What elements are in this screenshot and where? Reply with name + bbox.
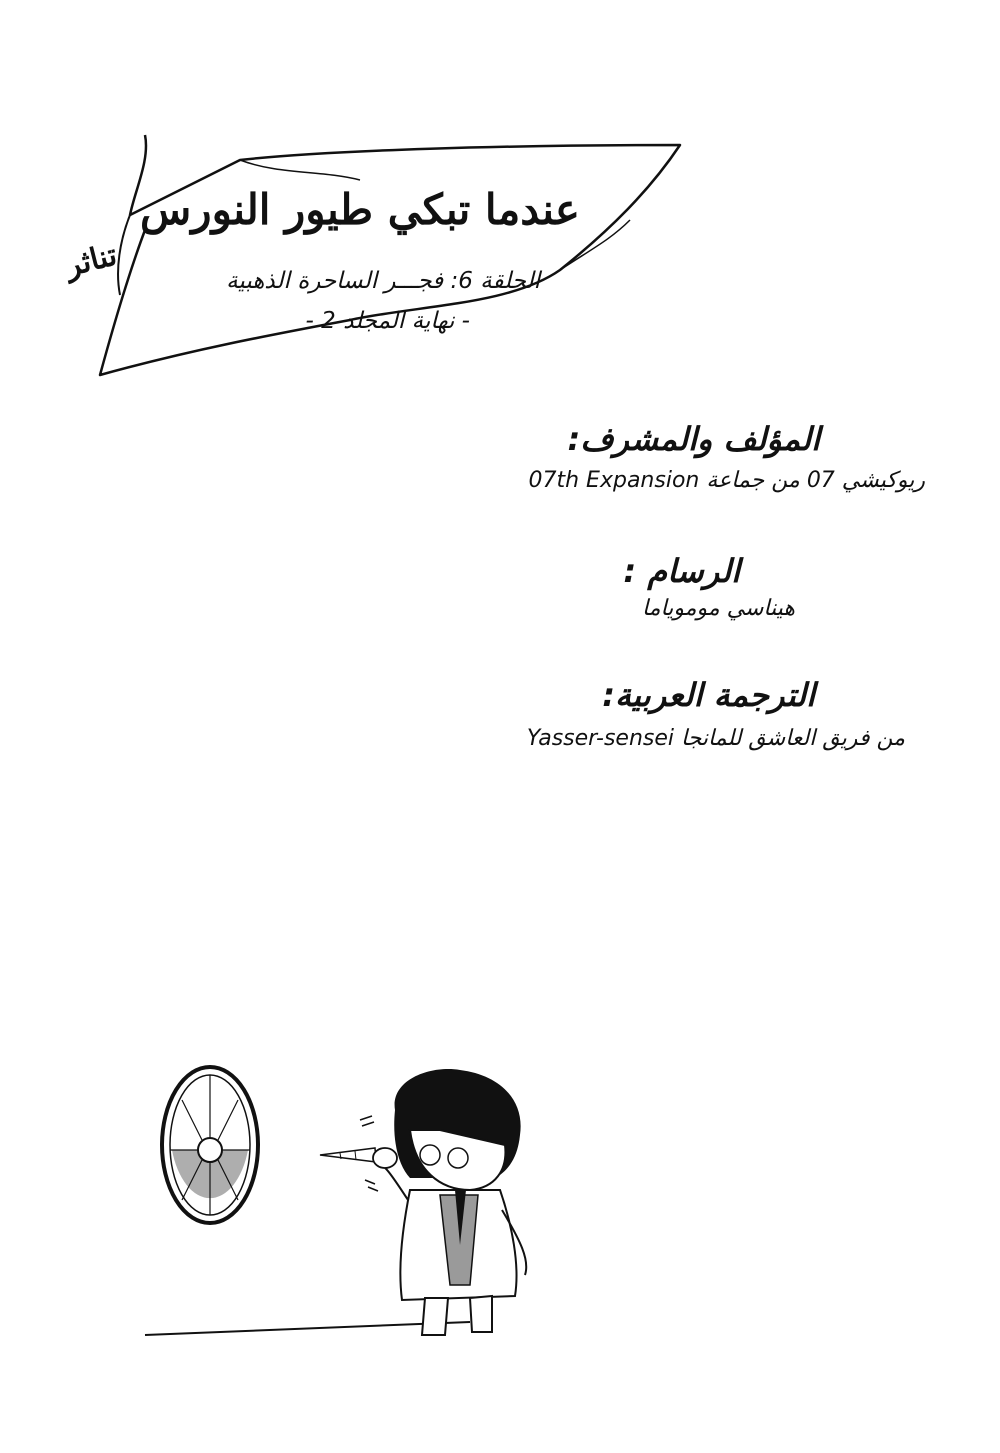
stained-glass-window-icon — [162, 1067, 258, 1223]
author-value: ريوكيشي 07 من جماعة 07th Expansion — [528, 468, 925, 493]
artist-label: الرسام : — [623, 552, 740, 590]
translator-value: Yasser-sensei من فريق العاشق للمانجا — [526, 726, 905, 751]
author-label: المؤلف والمشرف: — [567, 420, 820, 458]
chibi-character-icon — [373, 1069, 526, 1335]
volume-note: - نهاية المجلد 2 - — [305, 308, 470, 334]
episode-title: الحلقة 6: فجـــر الساحرة الذهبية — [226, 268, 540, 294]
party-horn-icon — [320, 1116, 378, 1191]
artist-value: هيناسي موموياما — [642, 596, 795, 621]
arc-title: تناثر — [62, 237, 121, 284]
torn-banner-icon — [90, 120, 690, 390]
translator-label: الترجمة العربية: — [602, 676, 815, 714]
manga-title: عندما تبكي طيور النورس — [140, 185, 580, 234]
chibi-illustration — [140, 1060, 570, 1360]
